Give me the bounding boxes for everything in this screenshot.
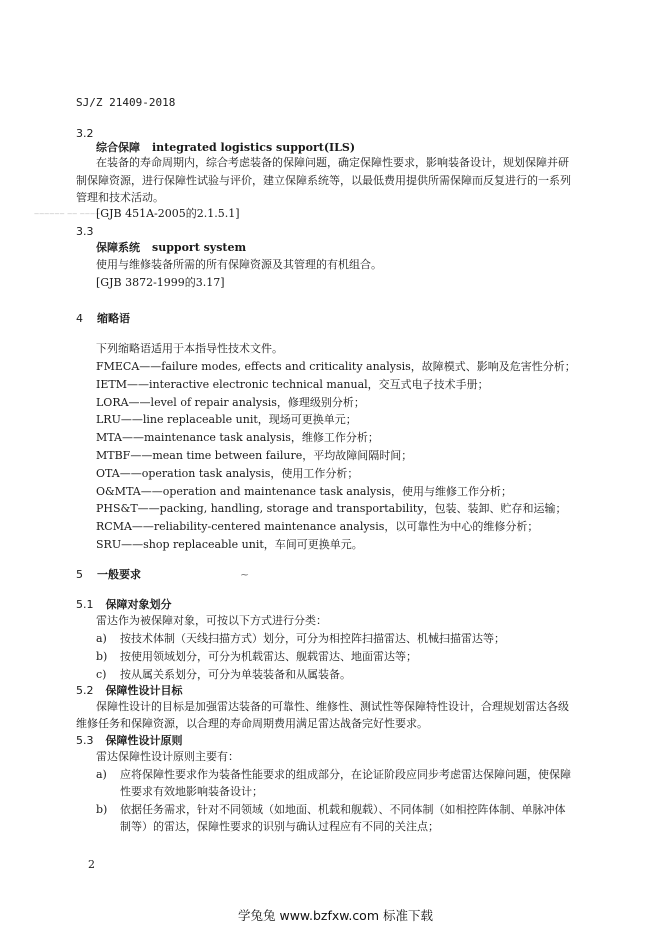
definition-ils-line-1: 在装备的寿命周期内，综合考虑装备的保障问题，确定保障性要求，影响装备设计，规划保障并研	[96, 156, 569, 169]
list-item-text-continued: 性要求有效地影响装备设计；	[120, 785, 263, 798]
section-3-2-number: 3.2	[76, 127, 94, 140]
abbreviation-item: LRU——line replaceable unit，现场可更换单元；	[96, 413, 357, 426]
list-item-text: 依据任务需求，针对不同领域（如地面、机载和舰载）、不同体制（如相控阵体制、单脉冲体	[120, 803, 566, 816]
list-item-text: 应将保障性要求作为装备性能要求的组成部分，在论证阶段应同步考虑雷达保障问题，使保障	[120, 768, 571, 781]
section-5-3-heading	[76, 734, 183, 748]
section-5-heading	[76, 568, 141, 582]
section-5-1-heading	[76, 598, 172, 612]
abbreviation-item: O&MTA——operation and maintenance task analysis，使用与维修工作分析；	[96, 485, 513, 498]
section-4-title: 缩略语	[97, 312, 130, 325]
list-item-text-continued: 制等）的雷达，保障性要求的识别与确认过程应有不同的关注点；	[120, 820, 439, 833]
list-item-label: a)	[96, 632, 107, 645]
section-5-2-number: 5.2	[76, 684, 94, 697]
term-support-system-cn: 保障系统	[96, 241, 140, 254]
section-5-2-heading	[76, 684, 183, 698]
section-5-3-number: 5.3	[76, 734, 94, 747]
section-5-2-line-1: 保障性设计的目标是加强雷达装备的可靠性、维修性、测试性等保障特性设计，合理规划雷达各级	[96, 700, 569, 713]
definition-support-system: 使用与维修装备所需的所有保障资源及其管理的有机组合。	[96, 258, 382, 271]
abbreviation-item: RCMA——reliability-centered maintenance analysis，以可靠性为中心的维修分析；	[96, 520, 539, 533]
abbreviation-item: FMECA——failure modes, effects and criticality analysis，故障模式、影响及危害性分析；	[96, 360, 576, 373]
page-number: 2	[88, 858, 95, 871]
term-support-system	[96, 241, 246, 255]
section-4-number: 4	[76, 312, 83, 325]
reference-ils: [GJB 451A-2005的2.1.5.1]	[96, 207, 240, 220]
stray-mark: ~	[240, 568, 250, 581]
section-5-2-line-2: 维修任务和保障资源，以合理的寿命周期费用满足雷达战备完好性要求。	[76, 717, 428, 730]
definition-ils-line-3: 管理和技术活动。	[76, 191, 164, 204]
term-ils-cn: 综合保障	[96, 141, 140, 154]
section-3-3-number: 3.3	[76, 225, 94, 238]
term-ils	[96, 141, 355, 155]
term-support-system-en: support system	[152, 241, 247, 254]
section-5-1-title: 保障对象划分	[105, 598, 172, 611]
section-5-number: 5	[76, 568, 83, 581]
section-4-heading	[76, 312, 130, 326]
term-ils-en: integrated logistics support(ILS)	[152, 141, 356, 154]
abbreviation-item: MTA——maintenance task analysis，维修工作分析；	[96, 431, 379, 444]
list-item-text: 按从属关系划分，可分为单装装备和从属装备。	[120, 668, 351, 681]
margin-scan-mark: ‒‒‒‒‒‒ ‒‒ ‒‒‒‒	[34, 209, 101, 218]
section-5-3-intro: 雷达保障性设计原则主要有：	[96, 750, 239, 763]
list-item-label: a)	[96, 768, 107, 781]
section-5-1-number: 5.1	[76, 598, 94, 611]
abbreviation-item: IETM——interactive electronic technical manual，交互式电子技术手册；	[96, 378, 489, 391]
abbreviation-item: LORA——level of repair analysis，修理级别分析；	[96, 396, 365, 409]
list-item-label: c)	[96, 668, 107, 681]
list-item-label: b)	[96, 650, 108, 663]
footer-watermark: 学兔兔 www.bzfxw.com 标准下载	[238, 908, 433, 923]
abbreviations-intro: 下列缩略语适用于本指导性技术文件。	[96, 342, 283, 355]
list-item-text: 按使用领域划分，可分为机载雷达、舰载雷达、地面雷达等；	[120, 650, 417, 663]
header-standard-id: SJ/Z 21409-2018	[76, 96, 176, 109]
abbreviation-item: SRU——shop replaceable unit，车间可更换单元。	[96, 538, 363, 551]
abbreviation-item: PHS&T——packing, handling, storage and transportability，包装、装卸、贮存和运输；	[96, 502, 567, 515]
section-5-title: 一般要求	[97, 568, 141, 581]
list-item-label: b)	[96, 803, 108, 816]
abbreviation-item: MTBF——mean time between failure，平均故障间隔时间；	[96, 449, 413, 462]
section-5-3-title: 保障性设计原则	[105, 734, 183, 747]
section-5-2-title: 保障性设计目标	[105, 684, 183, 697]
definition-ils-line-2: 制保障资源，进行保障性试验与评价，建立保障系统等，以最低费用提供所需保障而反复进行的一系列	[76, 174, 571, 187]
section-5-1-intro: 雷达作为被保障对象，可按以下方式进行分类：	[96, 614, 327, 627]
abbreviation-item: OTA——operation task analysis，使用工作分析；	[96, 467, 359, 480]
reference-support-system: [GJB 3872-1999的3.17]	[96, 276, 225, 289]
list-item-text: 按技术体制（天线扫描方式）划分，可分为相控阵扫描雷达、机械扫描雷达等；	[120, 632, 505, 645]
